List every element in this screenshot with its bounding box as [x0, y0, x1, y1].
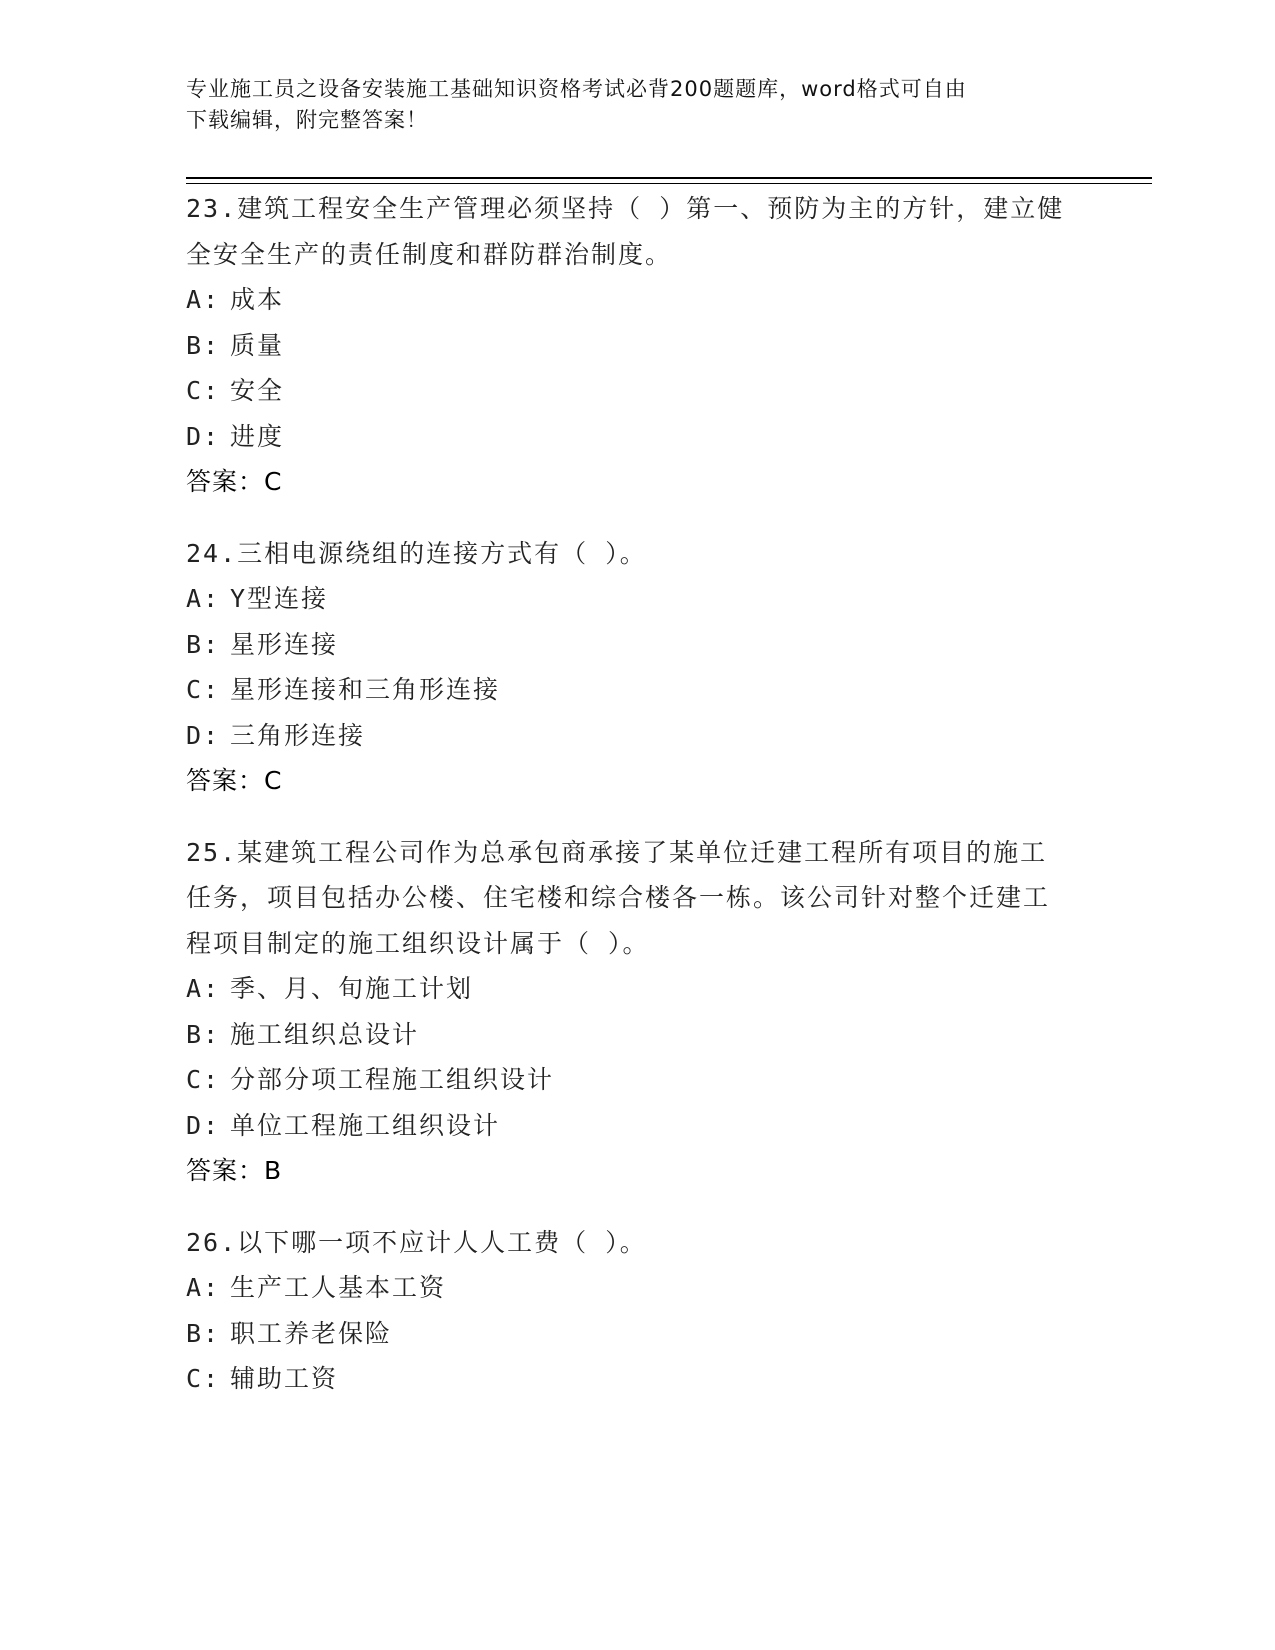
option-text: 职工养老保险 — [230, 1318, 393, 1348]
option-b — [186, 622, 1086, 668]
option-text: 安全 — [230, 376, 285, 405]
option-label: A: — [186, 1273, 221, 1302]
option-label: B: — [186, 330, 221, 360]
option-label: B: — [186, 1019, 221, 1049]
question-text: 26.以下哪一项不应计人人工费（ ）。 — [186, 1227, 647, 1257]
option-text: 分部分项工程施工组织设计 — [230, 1065, 555, 1094]
option-text: 单位工程施工组织设计 — [230, 1110, 501, 1140]
header-line-2: 下载编辑，附完整答案！ — [186, 108, 428, 132]
question-text: 23.建筑工程安全生产管理必须坚持（ ）第一、预防为主的方针，建立健全安全生产的责任制度和群防群治制度。 — [186, 194, 1065, 269]
option-a — [186, 1265, 1086, 1311]
option-label: C: — [186, 376, 221, 405]
answer: 答案：C — [186, 766, 283, 795]
option-text: 星形连接 — [230, 629, 339, 659]
document-header — [186, 74, 1066, 136]
option-label: A: — [186, 584, 221, 613]
option-label: C: — [186, 1065, 221, 1094]
option-d — [186, 414, 1086, 460]
option-text: 三角形连接 — [230, 720, 366, 750]
option-text: 星形连接和三角形连接 — [230, 675, 501, 704]
question-list — [186, 186, 1086, 1428]
option-c — [186, 1356, 1086, 1402]
option-a — [186, 576, 1086, 622]
option-text: 季、月、旬施工计划 — [230, 974, 474, 1003]
option-label: B: — [186, 1318, 221, 1348]
option-label: C: — [186, 675, 221, 704]
option-label: A: — [186, 285, 221, 314]
option-text: 成本 — [230, 285, 285, 314]
option-text: 施工组织总设计 — [230, 1019, 420, 1049]
header-line-1: 专业施工员之设备安装施工基础知识资格考试必背200题题库，word格式可自由 — [186, 77, 967, 101]
header-rule-thin — [186, 183, 1152, 184]
option-c — [186, 1057, 1086, 1103]
answer: 答案：C — [186, 467, 283, 496]
option-b — [186, 1012, 1086, 1058]
option-label: D: — [186, 1110, 221, 1140]
question-25 — [186, 830, 1086, 1194]
option-a — [186, 966, 1086, 1012]
option-d — [186, 713, 1086, 759]
question-24 — [186, 531, 1086, 804]
option-label: B: — [186, 629, 221, 659]
option-label: A: — [186, 974, 221, 1003]
option-label: D: — [186, 421, 221, 451]
question-text: 24.三相电源绕组的连接方式有（ ）。 — [186, 538, 647, 568]
option-text: 质量 — [230, 330, 285, 360]
option-c — [186, 368, 1086, 414]
option-text: 进度 — [230, 421, 285, 451]
option-b — [186, 1311, 1086, 1357]
option-text: 辅助工资 — [230, 1364, 339, 1393]
question-26 — [186, 1220, 1086, 1402]
option-d — [186, 1103, 1086, 1149]
option-label: C: — [186, 1364, 221, 1393]
question-23 — [186, 186, 1086, 505]
option-b — [186, 323, 1086, 369]
question-text: 25.某建筑工程公司作为总承包商承接了某单位迁建工程所有项目的施工任务，项目包括办公楼、住宅楼和综合楼各一栋。该公司针对整个迁建工程项目制定的施工组织设计属于（ ）。 — [186, 837, 1051, 958]
option-c — [186, 667, 1086, 713]
option-text: Y型连接 — [230, 584, 329, 613]
option-a — [186, 277, 1086, 323]
header-rule-thick — [186, 177, 1152, 179]
option-label: D: — [186, 720, 221, 750]
answer: 答案：B — [186, 1156, 283, 1185]
option-text: 生产工人基本工资 — [230, 1273, 447, 1302]
